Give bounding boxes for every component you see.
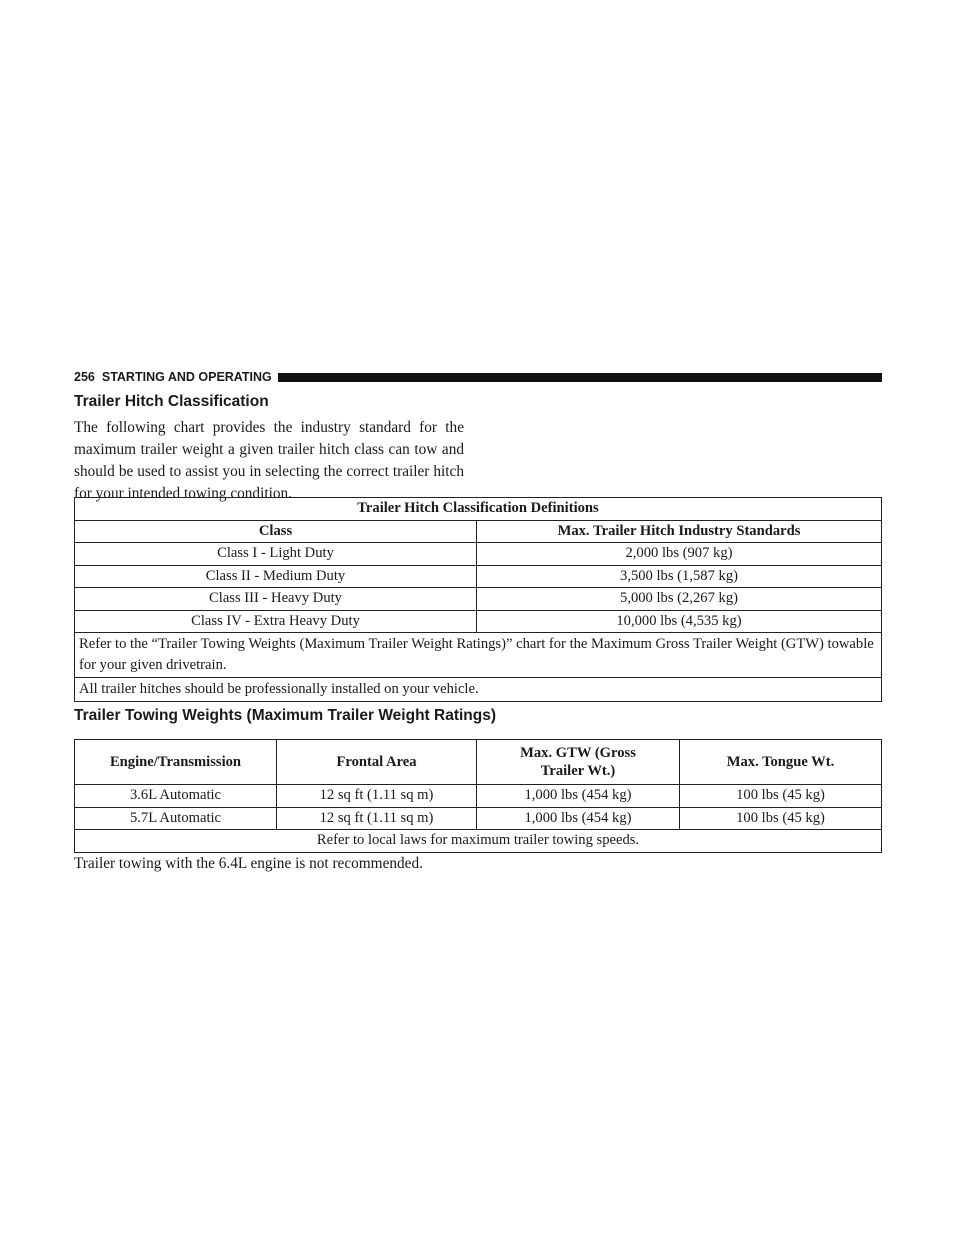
table-note-row	[75, 830, 882, 853]
intro-paragraph: The following chart provides the industry standard for the maximum trailer weight a given trailer hitch class can tow and should be used to assist you in selecting the correct trailer hitch for your intended towing condition.	[74, 419, 464, 502]
table-cell: 2,000 lbs (907 kg)	[477, 543, 882, 566]
table-caption-row	[75, 498, 882, 521]
table-note-row	[75, 633, 882, 678]
column-header: Class	[75, 520, 477, 543]
table-note: Refer to local laws for maximum trailer towing speeds.	[75, 830, 882, 853]
towing-weights-table	[74, 739, 882, 853]
table-cell: 1,000 lbs (454 kg)	[477, 785, 680, 808]
table-cell: Class III - Heavy Duty	[75, 588, 477, 611]
table-caption: Trailer Hitch Classification Definitions	[75, 498, 882, 521]
table-cell: 3,500 lbs (1,587 kg)	[477, 565, 882, 588]
column-header: Frontal Area	[277, 740, 477, 785]
table-note-row	[75, 678, 882, 702]
table-cell: Class IV - Extra Heavy Duty	[75, 610, 477, 633]
table-row	[75, 610, 882, 633]
towing-weights-heading: Trailer Towing Weights (Maximum Trailer Weight Ratings)	[74, 707, 497, 724]
table-cell: 100 lbs (45 kg)	[680, 807, 882, 830]
table-cell: 10,000 lbs (4,535 kg)	[477, 610, 882, 633]
table-header-row	[75, 740, 882, 785]
table-row	[75, 588, 882, 611]
column-header: Max. GTW (Gross Trailer Wt.)	[477, 740, 680, 785]
table-cell: 5,000 lbs (2,267 kg)	[477, 588, 882, 611]
table-note: All trailer hitches should be professionally installed on your vehicle.	[75, 678, 882, 702]
table-row	[75, 565, 882, 588]
column-header: Engine/Transmission	[75, 740, 277, 785]
table-cell: 12 sq ft (1.11 sq m)	[277, 807, 477, 830]
hitch-classification-heading: Trailer Hitch Classification	[74, 393, 269, 410]
footer-note: Trailer towing with the 6.4L engine is not recommended.	[74, 855, 423, 872]
table-cell: 3.6L Automatic	[75, 785, 277, 808]
table-cell: 5.7L Automatic	[75, 807, 277, 830]
column-header: Max. Trailer Hitch Industry Standards	[477, 520, 882, 543]
table-cell: 1,000 lbs (454 kg)	[477, 807, 680, 830]
table-cell: 100 lbs (45 kg)	[680, 785, 882, 808]
hitch-classification-table	[74, 497, 882, 702]
table-cell: Class II - Medium Duty	[75, 565, 477, 588]
page-header	[74, 369, 882, 385]
table-row	[75, 807, 882, 830]
table-cell: Class I - Light Duty	[75, 543, 477, 566]
table-row	[75, 785, 882, 808]
page-number: 256	[74, 370, 95, 384]
table-row	[75, 543, 882, 566]
table-cell: 12 sq ft (1.11 sq m)	[277, 785, 477, 808]
header-rule	[278, 373, 882, 382]
table-header-row	[75, 520, 882, 543]
section-title: STARTING AND OPERATING	[101, 370, 272, 384]
column-header: Max. Tongue Wt.	[680, 740, 882, 785]
table-note: Refer to the “Trailer Towing Weights (Maximum Trailer Weight Ratings)” chart for the Maximum Gross Trailer Weight (GTW) towable for your given drivetrain.	[75, 633, 882, 678]
